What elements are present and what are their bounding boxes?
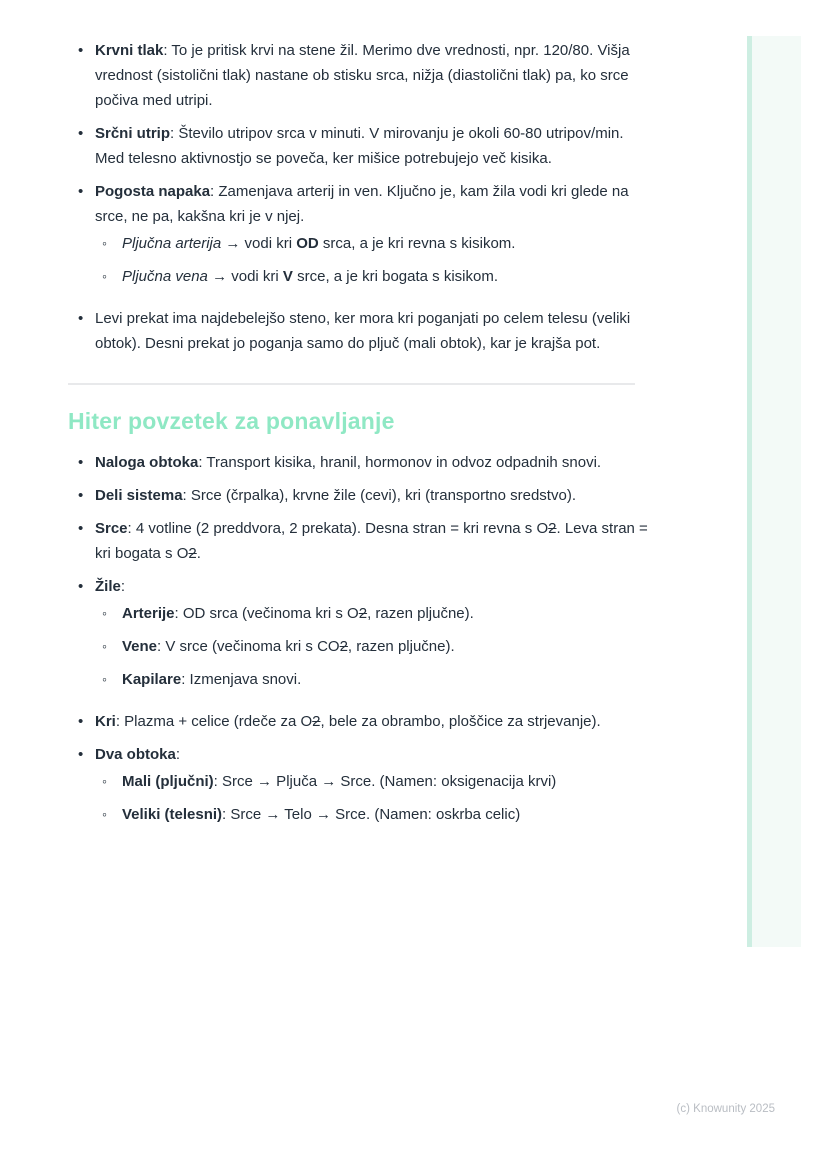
- sub-list-item: [95, 667, 648, 692]
- text-segment: : V srce (večinoma kri s CO: [157, 638, 340, 655]
- list-item: [68, 179, 648, 289]
- text-segment: : To je pritisk krvi na stene žil. Merimo dve vrednosti, npr. 120/80. Višja vrednost (sistolični tlak) nastane ob stisku srca, nižja (diastolični tlak) pa, ko srce počiva med utripi.: [95, 42, 630, 109]
- text-segment: , bele za obrambo, ploščice za strjevanje).: [320, 713, 601, 730]
- text-segment: Dva obtoka: [95, 746, 176, 763]
- text-segment: → vodi kri: [207, 268, 283, 285]
- text-segment: Krvni tlak: [95, 42, 164, 59]
- text-segment: → vodi kri: [221, 235, 297, 252]
- text-segment: : Srce (črpalka), krvne žile (cevi), kri (transportno sredstvo).: [182, 487, 576, 504]
- sub-list-item: [95, 802, 648, 827]
- sub-list-item: [95, 231, 648, 256]
- text-segment: .: [196, 545, 201, 562]
- text-segment: , razen pljučne).: [347, 638, 455, 655]
- text-segment: : 4 votline (2 preddvora, 2 prekata). Desna stran = kri revna s O: [127, 520, 549, 537]
- summary-heading: Hiter povzetek za ponavljanje: [68, 408, 395, 434]
- text-segment: Mali (pljučni): [122, 773, 214, 790]
- sub-list-item: [95, 769, 648, 794]
- text-segment: 2: [312, 713, 321, 730]
- text-segment: Pogosta napaka: [95, 183, 211, 200]
- list-item: [68, 121, 648, 171]
- text-segment: 2: [548, 520, 557, 537]
- text-segment: : OD srca (večinoma kri s O: [174, 605, 359, 622]
- text-segment: srca, a je kri revna s kisikom.: [318, 235, 516, 252]
- text-segment: Vene: [122, 638, 158, 655]
- list-item: [68, 574, 648, 692]
- sub-list: [95, 231, 648, 289]
- text-segment: : Število utripov srca v minuti. V mirovanju je okoli 60-80 utripov/min. Med telesno aktivnostjo se poveča, ker mišice potrebujejo več kisika.: [95, 125, 624, 167]
- list-item: [68, 742, 648, 827]
- text-segment: 2: [188, 545, 197, 562]
- text-segment: Kri: [95, 713, 116, 730]
- text-segment: :: [120, 578, 126, 595]
- text-segment: Pljučna arterija: [122, 235, 222, 252]
- list-item: [68, 38, 648, 113]
- text-segment: V: [282, 268, 293, 285]
- sub-list-item: [95, 601, 648, 626]
- text-segment: Kapilare: [122, 671, 182, 688]
- text-segment: 2: [339, 638, 348, 655]
- sub-list-item: [95, 634, 648, 659]
- document-content: [68, 0, 648, 844]
- list-item: [68, 709, 648, 734]
- text-segment: : Transport kisika, hranil, hormonov in odvoz odpadnih snovi.: [198, 454, 602, 471]
- text-segment: : Izmenjava snovi.: [181, 671, 302, 688]
- text-segment: Srčni utrip: [95, 125, 171, 142]
- text-segment: , razen pljučne).: [367, 605, 474, 622]
- text-segment: Arterije: [122, 605, 175, 622]
- accent-strip: [747, 36, 801, 947]
- list-item: [68, 306, 648, 356]
- sub-list: [95, 769, 648, 827]
- text-segment: Deli sistema: [95, 487, 183, 504]
- sub-list-item: [95, 264, 648, 289]
- text-segment: Žile: [95, 578, 121, 595]
- text-segment: 2: [358, 605, 368, 622]
- list-item: [68, 483, 648, 508]
- sub-list: [95, 601, 648, 692]
- text-segment: : Plazma + celice (rdeče za O: [115, 713, 313, 730]
- section-divider: [68, 383, 635, 385]
- text-segment: OD: [296, 235, 319, 252]
- list-item: [68, 516, 648, 566]
- text-segment: : Zamenjava arterij in ven. Ključno je, kam žila vodi kri glede na srce, ne pa, kakšna kri je v njej.: [95, 183, 629, 225]
- text-segment: Pljučna vena: [122, 268, 208, 285]
- summary-list: [68, 450, 648, 827]
- text-segment: : Srce → Pljuča → Srce. (Namen: oksigenacija krvi): [213, 773, 557, 790]
- text-segment: : Srce → Telo → Srce. (Namen: oskrba celic): [222, 806, 521, 823]
- text-segment: Veliki (telesni): [122, 806, 223, 823]
- notes-list: [68, 38, 648, 356]
- text-segment: Naloga obtoka: [95, 454, 199, 471]
- text-segment: Srce: [95, 520, 128, 537]
- list-item: [68, 450, 648, 475]
- text-segment: srce, a je kri bogata s kisikom.: [292, 268, 499, 285]
- text-segment: :: [175, 746, 181, 763]
- text-segment: . Leva stran = kri bogata s O: [95, 520, 648, 562]
- footer-copyright: (c) Knowunity 2025: [676, 1103, 775, 1115]
- text-segment: Levi prekat ima najdebelejšo steno, ker mora kri poganjati po celem telesu (veliki obtok). Desni prekat jo poganja samo do pljuč (mali obtok), kar je krajša pot.: [95, 310, 631, 352]
